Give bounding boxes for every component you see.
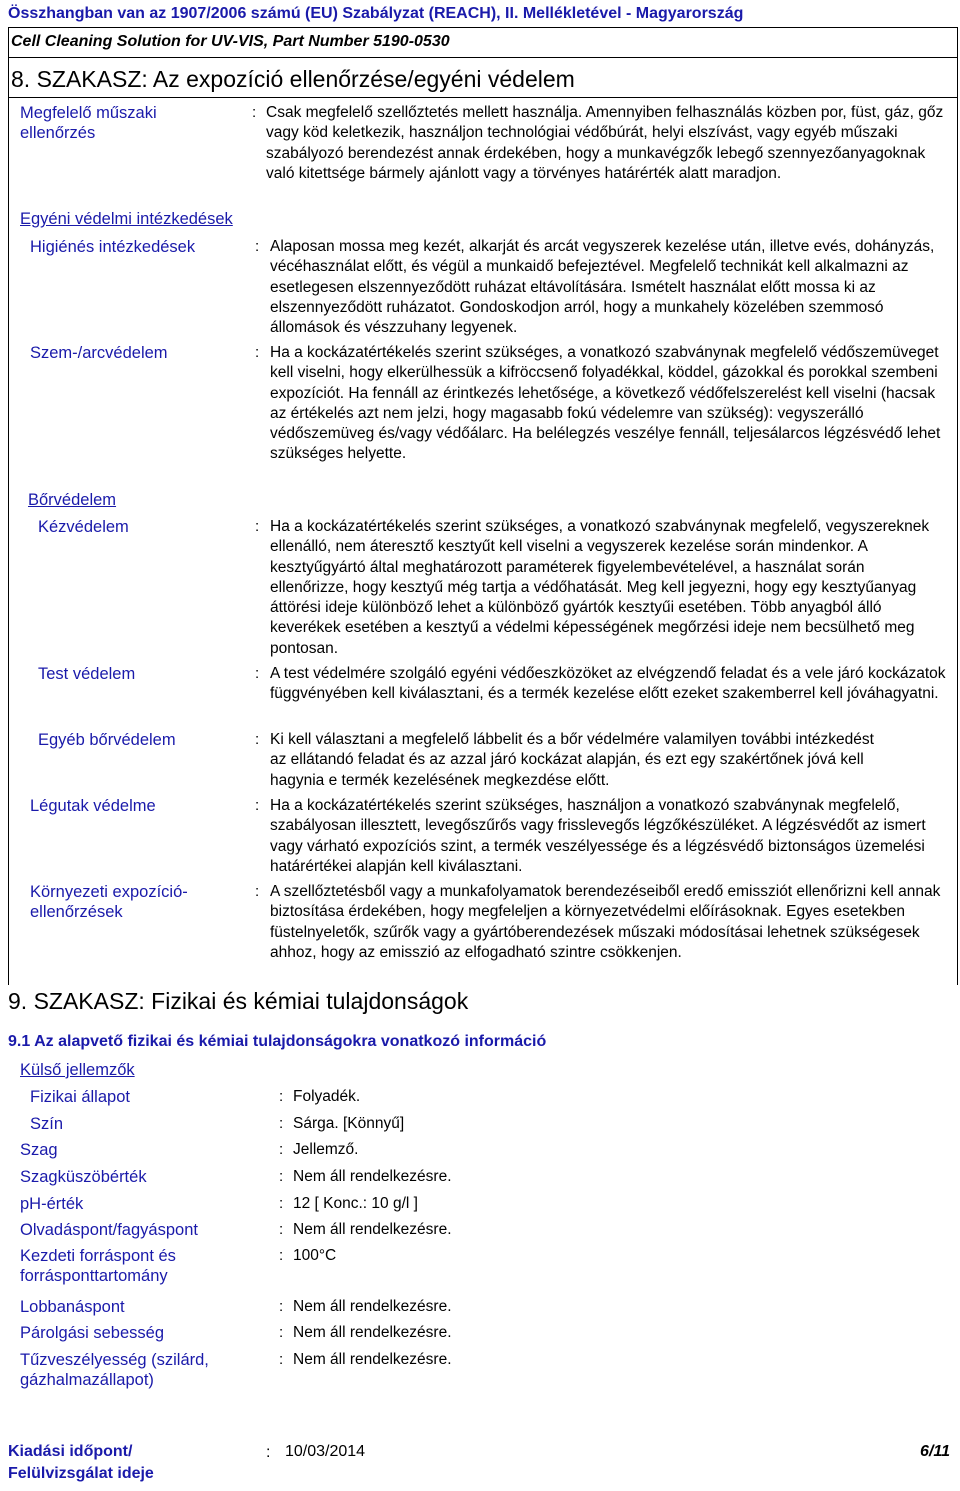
physical-state-label: Fizikai állapot — [30, 1088, 130, 1106]
page-number: 6/11 — [920, 1443, 950, 1460]
flammability-label-line1: Tűzveszélyesség (szilárd, — [20, 1351, 209, 1369]
colon: : — [255, 518, 260, 535]
colon: : — [279, 1221, 284, 1238]
colon: : — [255, 344, 260, 361]
hygiene-text: Alaposan mossa meg kezét, alkarját és arcát vegyszerek kezelése után, illetve evés, dohányzás, vécéhasználat előtt, és végül a munkaidő befejeztével. Megfelelő technikát kell alkalmazni az esetlegesen elszennyeződött ruházat eltávolítására. Ismételt használat előtt mossa ki az elszennyeződött ruházatot. Gondoskodjon arról, hogy a munkahely közelében szemmosó állomások és vészzuhany legyenek. — [270, 238, 935, 337]
colon: : — [266, 1444, 271, 1461]
engineering-controls-label — [20, 103, 157, 143]
other-skin-protection-text: Ki kell választani a megfelelő lábbelit és a bőr védelmére valamilyen további intézkedést az ellátandó feladat és az azzal járó kockázat alapján, és ezt egy szakértőnek jóvá kell hagynia e termék kezelésének megkezdése előtt. — [270, 731, 874, 789]
colon: : — [279, 1115, 284, 1132]
flash-point-label: Lobbanáspont — [20, 1298, 125, 1316]
colon: : — [279, 1141, 284, 1158]
colon: : — [279, 1247, 284, 1264]
evaporation-rate-label: Párolgási sebesség — [20, 1324, 165, 1342]
colon: : — [255, 883, 260, 900]
colon: : — [279, 1088, 284, 1105]
environmental-controls-text: A szellőztetésből vagy a munkafolyamatok berendezéseiből eredő emissziót ellenőrizni kell annak biztosítása érdekében, hogy megfeleljen a környezetvédelmi előírásoknak. Egyes esetekben füstelnyeletők, szűrők vagy a gyártóberendezések műszaki módosításai lehetnek szükségesek ahhoz, hogy az emisszió az elfogadható szintre csökkenjen. — [270, 883, 941, 961]
environmental-label-line2: ellenőrzések — [30, 903, 123, 921]
colon: : — [279, 1168, 284, 1185]
issue-date-label-line1: Kiadási időpont/ — [8, 1443, 133, 1460]
colon: : — [252, 104, 257, 121]
body-protection-label: Test védelem — [38, 665, 136, 683]
appearance-heading: Külső jellemzők — [20, 1061, 135, 1079]
color-value: Sárga. [Könnyű] — [293, 1115, 405, 1132]
eye-protection-text: Ha a kockázatértékelés szerint szükséges, a vonatkozó szabványnak megfelelő védőszemüveget kell viselni, hogy elkerülhessük a kifröccsenő folyadékkal, köddel, gázokkal és porokkal szembeni expozíciót. Ha fennáll az érintkezés lehetősége, a következő védőfelszerelést kell viselni (hacsak az értékelés azt nem jelzi, hogy magasabb fokú védelemre van szükség): vegyszerálló védőszemüveg és/vagy védőálarc. Ha belélegzés veszélye fennáll, teljesálarcos légzésvédő lehet szükséges helyette. — [270, 344, 941, 463]
colon: : — [279, 1195, 284, 1212]
melting-point-label: Olvadáspont/fagyáspont — [20, 1221, 198, 1239]
flammability-label — [20, 1350, 209, 1390]
colon: : — [255, 665, 260, 682]
odor-threshold-value: Nem áll rendelkezésre. — [293, 1168, 452, 1185]
hand-protection-text: Ha a kockázatértékelés szerint szükséges, a vonatkozó szabványnak megfelelő, vegyszereknek ellenálló, nem áteresztő kesztyűt kell viselni a vegyszerek kezelése során mindenkor. A kesztyűgyártó által meghatározott paraméterek figyelembevételével, a használat során ellenőrizze, hogy kesztyű még tartja a védőhatását. Meg kell jegyezni, hogy egy kesztyűanyag áttörési ideje különböző lehet a különböző gyártók kesztyűi esetében. Több anyagból álló keverékek esetében a kesztyű a védelmi képességének megőrzési ideje nem becsülhető meg pontosan. — [270, 518, 930, 657]
odor-threshold-label: Szagküszöbérték — [20, 1168, 147, 1186]
boiling-point-label — [20, 1246, 176, 1286]
eye-protection-label: Szem-/arcvédelem — [30, 344, 168, 362]
document-header-title: Összhangban van az 1907/2006 számú (EU) Szabályzat (REACH), II. Mellékletével - Magyarország — [8, 5, 744, 22]
colon: : — [279, 1298, 284, 1315]
evaporation-rate-value: Nem áll rendelkezésre. — [293, 1324, 452, 1341]
issue-date-value: 10/03/2014 — [285, 1443, 366, 1460]
flammability-value: Nem áll rendelkezésre. — [293, 1351, 452, 1368]
boiling-point-label-line2: forrásponttartomány — [20, 1267, 168, 1285]
odor-label: Szag — [20, 1141, 58, 1159]
colon: : — [255, 731, 260, 748]
section-9-1-subheading: 9.1 Az alapvető fizikai és kémiai tulajdonságokra vonatkozó információ — [8, 1033, 547, 1050]
issue-date-label — [8, 1441, 154, 1485]
flash-point-value: Nem áll rendelkezésre. — [293, 1298, 452, 1315]
ph-label: pH-érték — [20, 1195, 84, 1213]
respiratory-protection-text: Ha a kockázatértékelés szerint szükséges, használjon a vonatkozó szabványnak megfelelő, szabályosan illesztett, levegőszűrős vagy frisslevegős légzőkészüléket. A légzésvédőt az ismert vagy várható expozíciós szint, a termék veszélyessége és a légzésvédő biztonságos üzemelési határértékei alapján kell kiválasztani. — [270, 797, 926, 875]
hygiene-label: Higiénés intézkedések — [30, 238, 196, 256]
engineering-label-line2: ellenőrzés — [20, 124, 96, 142]
physical-state-value: Folyadék. — [293, 1088, 361, 1105]
colon: : — [255, 797, 260, 814]
skin-protection-heading: Bőrvédelem — [28, 491, 117, 509]
melting-point-value: Nem áll rendelkezésre. — [293, 1221, 452, 1238]
boiling-point-label-line1: Kezdeti forráspont és — [20, 1247, 176, 1265]
colon: : — [279, 1351, 284, 1368]
hand-protection-label: Kézvédelem — [38, 518, 129, 536]
section-9-heading: 9. SZAKASZ: Fizikai és kémiai tulajdonságok — [8, 988, 469, 1014]
product-name-box — [8, 27, 958, 57]
body-protection-text: A test védelmére szolgáló egyéni védőeszközöket az elvégzendő feladat és a vele járó kockázatok függvényében kell kiválasztani, és a termék kezelése előtt ezeket szakemberrel kell jóváhagyatni. — [270, 665, 946, 703]
respiratory-protection-label: Légutak védelme — [30, 797, 156, 815]
environmental-label-line1: Környezeti expozíció- — [30, 883, 188, 901]
personal-protection-heading: Egyéni védelmi intézkedések — [20, 210, 233, 228]
boiling-point-value: 100°C — [293, 1247, 337, 1264]
engineering-label-line1: Megfelelő műszaki — [20, 104, 157, 122]
environmental-controls-label — [30, 882, 188, 922]
colon: : — [255, 238, 260, 255]
product-name: Cell Cleaning Solution for UV-VIS, Part Number 5190-0530 — [11, 33, 450, 50]
ph-value: 12 [ Konc.: 10 g/l ] — [293, 1195, 418, 1212]
color-label: Szín — [30, 1115, 64, 1133]
engineering-controls-text: Csak megfelelő szellőztetés mellett használja. Amennyiben felhasználás közben por, füst, gáz, gőz vagy köd keletkezik, használjon technológiai védőbúrát, helyi elszívást, vagy egyéb műszaki szabályozó berendezést annak érdekében, hogy a munkavégzők lebegő szennyezőanyagoknak való kitettsége bármely ajánlott vagy a törvényes határérték alatt maradjon. — [266, 104, 944, 182]
odor-value: Jellemző. — [293, 1141, 359, 1158]
section-8-heading-box — [8, 57, 958, 98]
other-skin-protection-label: Egyéb bőrvédelem — [38, 731, 176, 749]
section-8-heading: 8. SZAKASZ: Az expozíció ellenőrzése/egyéni védelem — [11, 66, 575, 92]
flammability-label-line2: gázhalmazállapot) — [20, 1371, 154, 1389]
colon: : — [279, 1324, 284, 1341]
issue-date-label-line2: Felülvizsgálat ideje — [8, 1465, 154, 1482]
